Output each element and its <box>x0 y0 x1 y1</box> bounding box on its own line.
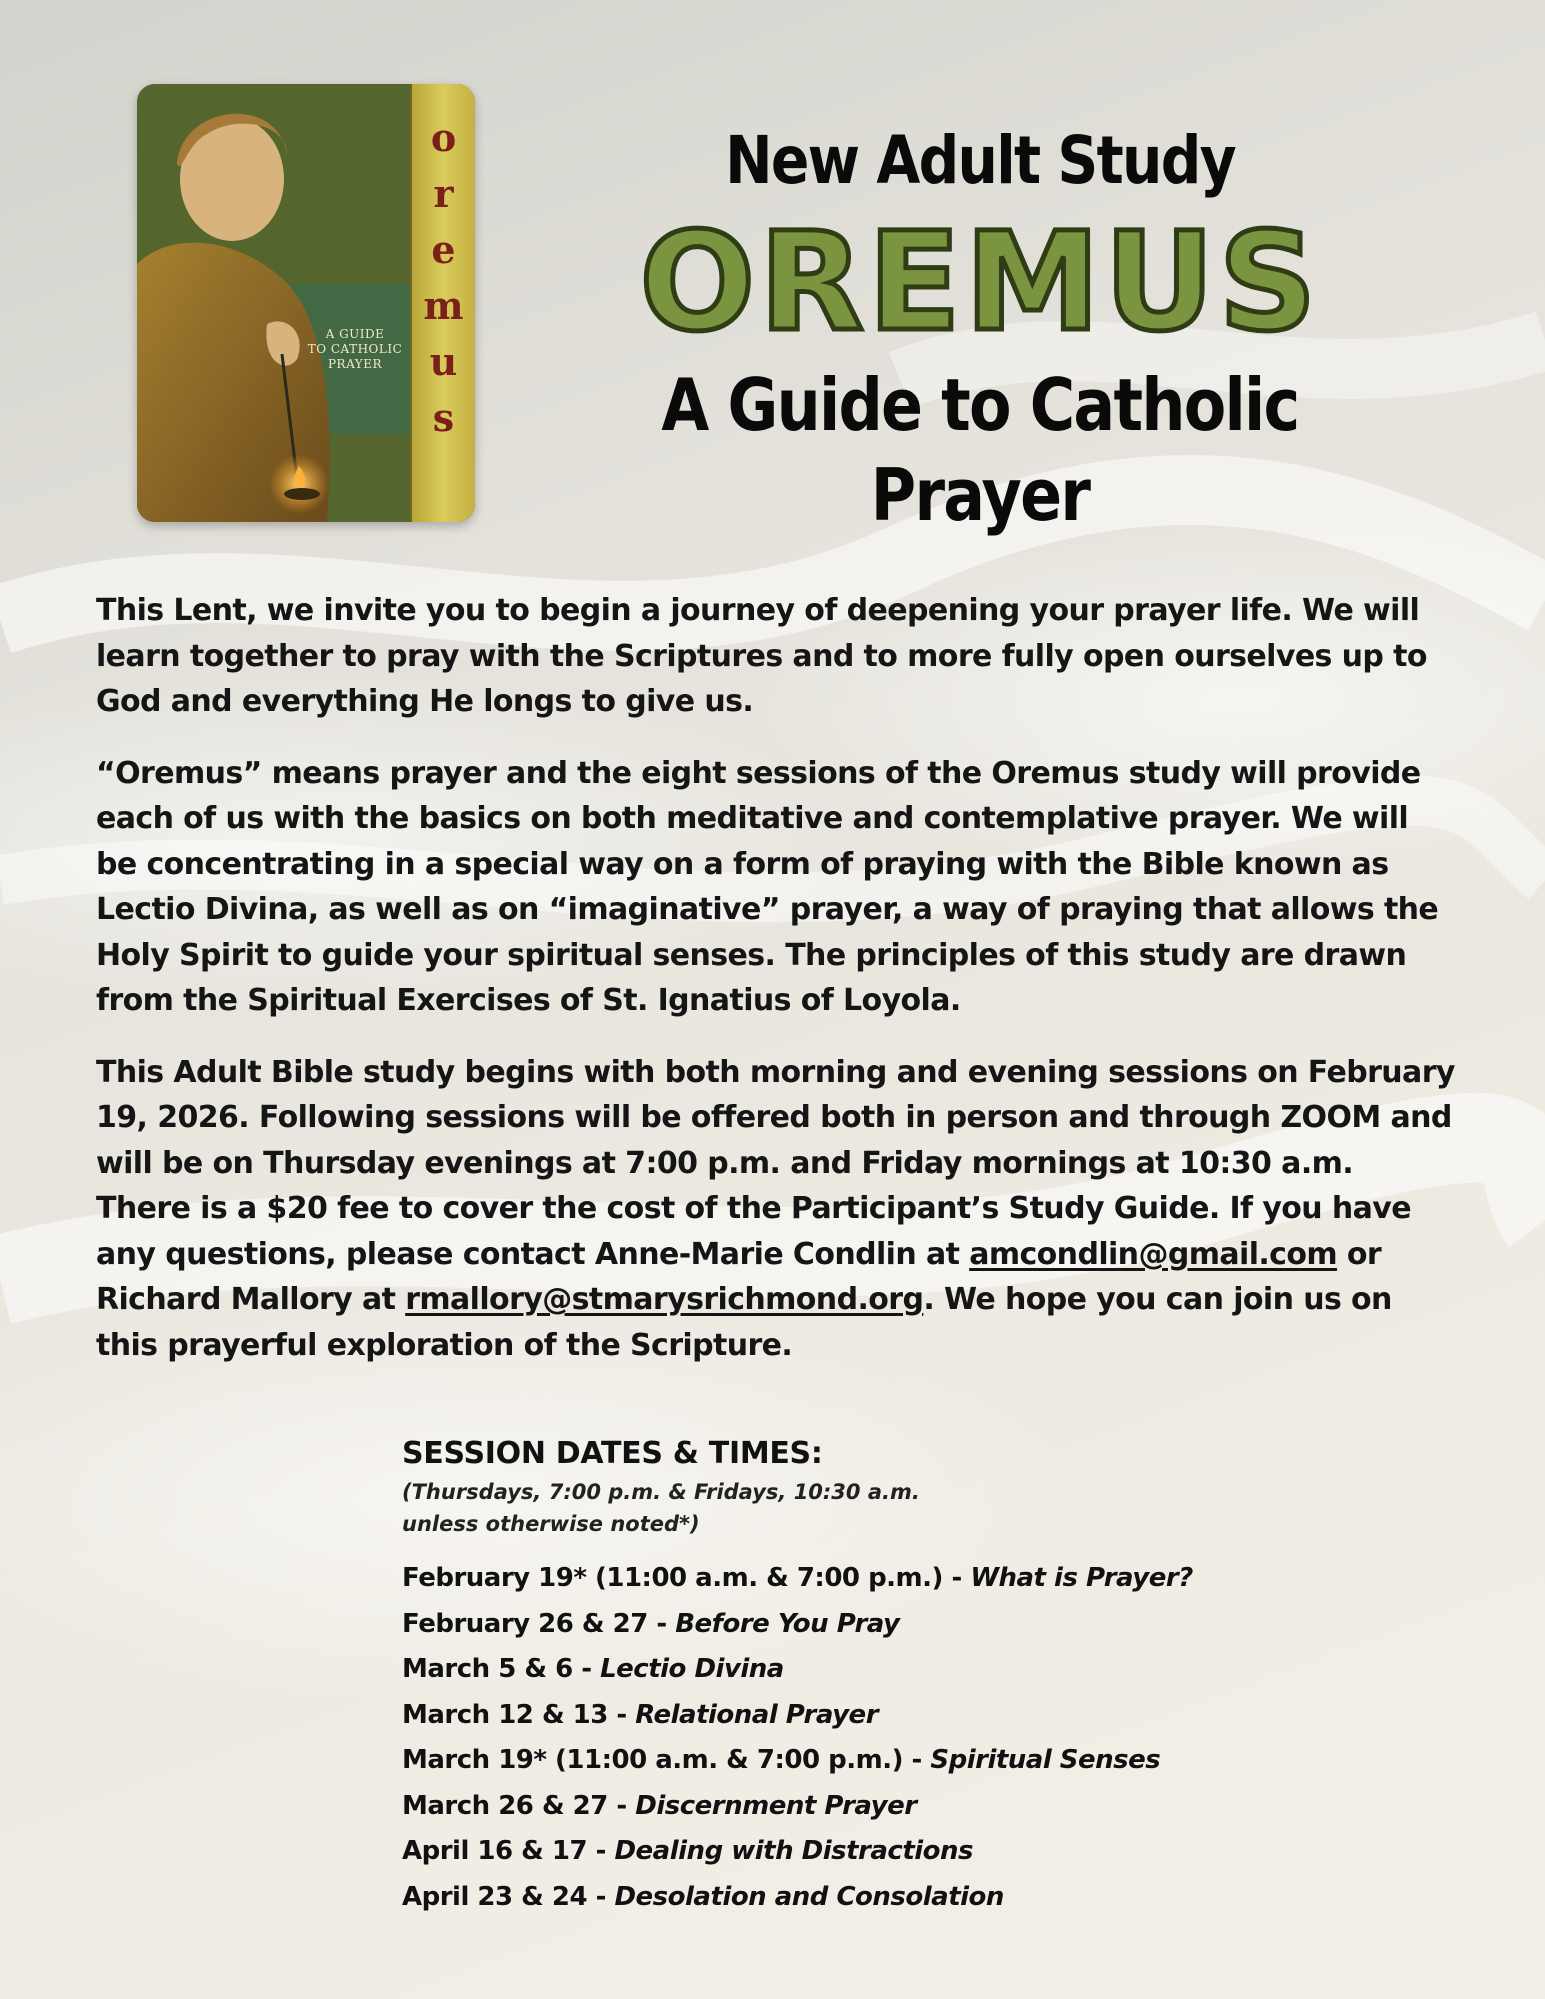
session-date: April 23 & 24 - <box>402 1881 615 1912</box>
email-link-mallory[interactable]: rmallory@stmarysrichmond.org <box>405 1282 924 1317</box>
session-date: March 5 & 6 - <box>402 1654 601 1684</box>
session-item <box>402 1693 1302 1739</box>
session-item <box>402 1556 1302 1602</box>
schedule-note <box>402 1476 962 1540</box>
session-item <box>402 1647 1302 1693</box>
session-item <box>402 1829 1302 1875</box>
spine-letter: e <box>431 227 456 272</box>
session-topic: Relational Prayer <box>635 1699 879 1730</box>
session-date: March 26 & 27 - <box>402 1790 636 1821</box>
cover-caption <box>305 327 405 372</box>
session-topic: Discernment Prayer <box>635 1790 917 1821</box>
session-item <box>402 1784 1302 1830</box>
details-text: or Richard Mallory at <box>96 1236 1382 1317</box>
book-cover-image <box>137 84 475 522</box>
session-date: April 16 & 17 - <box>402 1836 615 1866</box>
spine-letter: r <box>433 171 454 216</box>
session-topic: Spiritual Senses <box>930 1745 1161 1775</box>
schedule-title: SESSION DATES & TIMES: <box>402 1436 823 1471</box>
kicker-text: New Adult Study <box>725 122 1235 199</box>
intro-paragraph: This Lent, we invite you to begin a journey of deepening your prayer life. We will learn together to pray with the Scriptures and to more fully open ourselves up to God and everything He longs to give us. <box>96 593 1427 719</box>
session-topic: Dealing with Distractions <box>614 1836 974 1866</box>
session-date: March 19* (11:00 a.m. & 7:00 p.m.) - <box>402 1745 931 1775</box>
session-topic: Desolation and Consolation <box>614 1881 1004 1912</box>
flyer-title: OREMUS <box>639 204 1321 362</box>
cover-spine <box>410 84 475 522</box>
session-topic: Lectio Divina <box>600 1654 784 1684</box>
session-date: February 26 & 27 - <box>402 1608 676 1639</box>
email-link-condlin[interactable]: amcondlin@gmail.com <box>969 1236 1338 1272</box>
session-item <box>402 1875 1302 1921</box>
spine-letter: s <box>432 395 455 440</box>
session-topic: What is Prayer? <box>970 1563 1193 1593</box>
details-text: . We hope you can join us on this prayerful exploration of the Scripture. <box>96 1282 1392 1363</box>
praying-woman-illustration <box>137 84 412 522</box>
details-paragraph <box>96 1050 1456 1369</box>
session-topic: Before You Pray <box>675 1608 900 1639</box>
schedule-note-line: unless otherwise noted*) <box>402 1512 700 1536</box>
cover-caption-line: A GUIDE <box>325 327 385 341</box>
spine-letter: m <box>423 283 464 328</box>
spine-letter: o <box>430 115 457 160</box>
session-date: March 12 & 13 - <box>402 1699 636 1730</box>
description-paragraph: “Oremus” means prayer and the eight sessions of the Oremus study will provide each of us with the basics on both meditative and contemplative prayer. We will be concentrating in a special way on a form of praying with the Bible known as Lectio Divina, as well as on “imaginative” prayer, a way of praying that allows the Holy Spirit to guide your spiritual senses. The principles of this study are drawn from the Spiritual Exercises of St. Ignatius of Loyola. <box>96 755 1439 1018</box>
session-date: February 19* (11:00 a.m. & 7:00 p.m.) - <box>402 1563 971 1593</box>
flyer-subtitle: A Guide to Catholic Prayer <box>661 363 1299 537</box>
schedule-note-line: (Thursdays, 7:00 p.m. & Fridays, 10:30 a.m. <box>402 1480 920 1504</box>
cover-caption-line: TO CATHOLIC <box>307 342 403 356</box>
cover-caption-line: PRAYER <box>327 357 382 371</box>
flyer-body <box>96 588 1456 1394</box>
details-text: This Adult Bible study begins with both morning and evening sessions on February 19, 2026. Following sessions will be offered both in person and through ZOOM and will be on Thursday evenings at 7:00 p.m. and Friday mornings at 10:30 a.m. There is a $20 fee to cover the cost of the Participant’s Study Guide. If you have any questions, please contact Anne-Marie Condlin at <box>96 1054 1455 1272</box>
spine-letter: u <box>429 339 458 384</box>
flyer-heading <box>530 118 1430 540</box>
session-item <box>402 1602 1302 1648</box>
session-list <box>402 1556 1302 1920</box>
session-schedule <box>402 1434 1302 1920</box>
session-item <box>402 1738 1302 1784</box>
